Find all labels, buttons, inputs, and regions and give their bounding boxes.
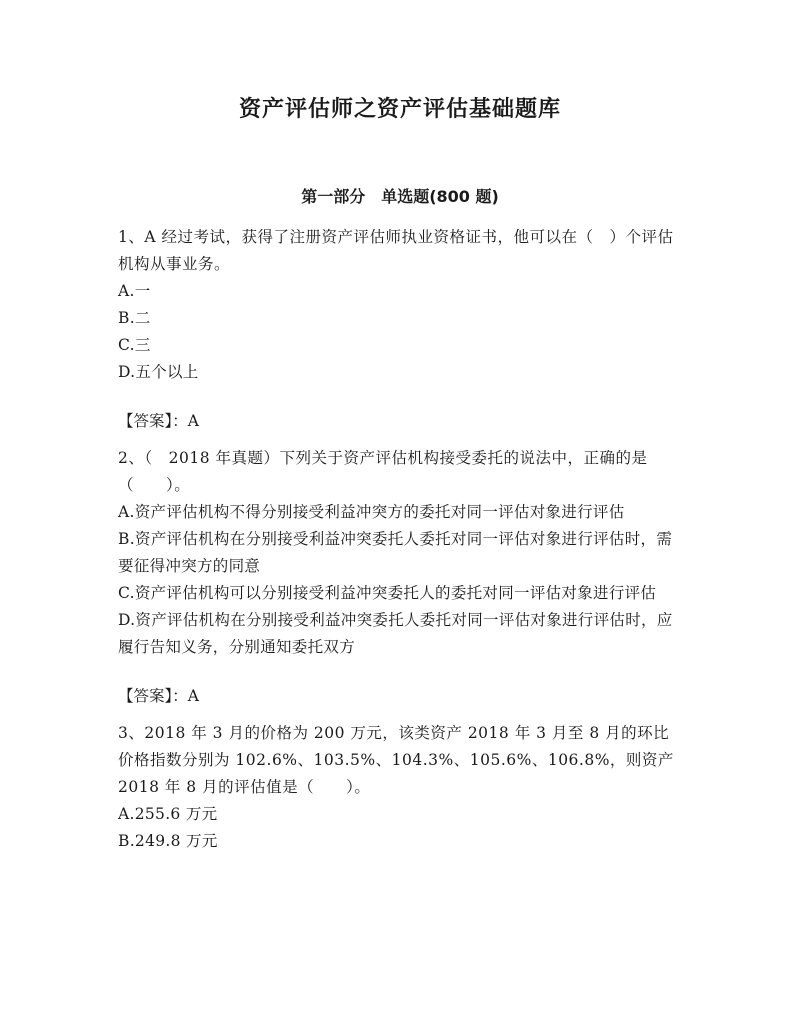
option-b: B.资产评估机构在分别接受利益冲突委托人委托对同一评估对象进行评估时，需要征得冲突方的同意 — [118, 530, 673, 575]
option-a: A.一 — [118, 282, 151, 300]
question-3 — [118, 720, 678, 855]
question-list — [118, 224, 678, 855]
option-b: B.二 — [118, 309, 151, 327]
document-title: 资产评估师之资产评估基础题库 — [238, 97, 561, 122]
section-heading: 第一部分 单选题(800 题) — [301, 187, 499, 206]
question-stem: 2、（ 2018 年真题）下列关于资产评估机构接受委托的说法中，正确的是（ ）。 — [118, 449, 648, 494]
answer-line: 【答案】：A — [118, 687, 199, 705]
question-2 — [118, 445, 678, 710]
option-d: D.资产评估机构在分别接受利益冲突委托人委托对同一评估对象进行评估时，应履行告知义务，分别通知委托双方 — [118, 611, 673, 656]
option-d: D.五个以上 — [118, 363, 199, 381]
question-1 — [118, 224, 678, 435]
option-a: A.资产评估机构不得分别接受利益冲突方的委托对同一评估对象进行评估 — [118, 503, 625, 521]
question-stem: 1、A 经过考试，获得了注册资产评估师执业资格证书，他可以在（ ）个评估机构从事业务。 — [118, 228, 674, 273]
option-a: A.255.6 万元 — [118, 805, 218, 823]
option-b: B.249.8 万元 — [118, 832, 218, 850]
question-stem: 3、2018 年 3 月的价格为 200 万元，该类资产 2018 年 3 月至 8 月的环比价格指数分别为 102.6%、103.5%、104.3%、105.6%、106.8%，则资产 2018 年 8 月的评估值是（ ）。 — [118, 724, 674, 796]
option-c: C.三 — [118, 336, 151, 354]
answer-line: 【答案】：A — [118, 412, 199, 430]
option-c: C.资产评估机构可以分别接受利益冲突委托人的委托对同一评估对象进行评估 — [118, 584, 657, 602]
